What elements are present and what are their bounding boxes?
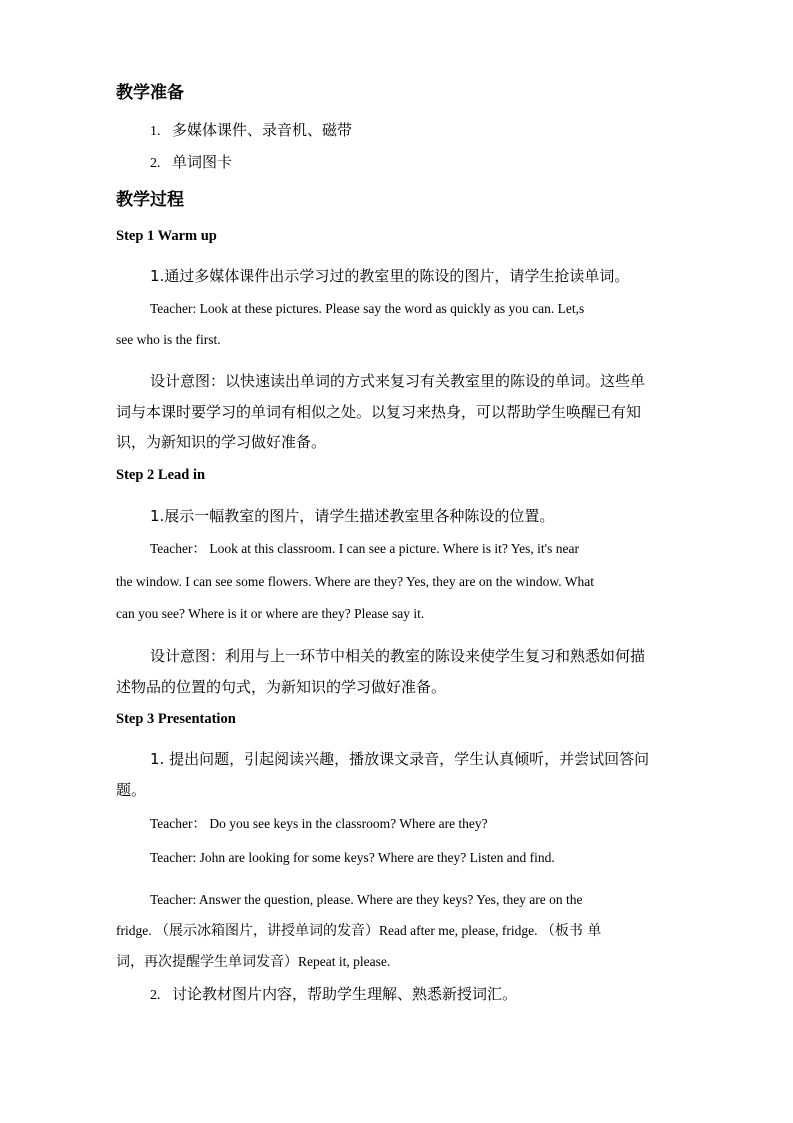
step1-design-line-3: 识，为新知识的学习做好准备。 [116, 433, 327, 451]
prep-item-text: 多媒体课件、录音机、磁带 [172, 121, 353, 139]
step2-task: 1.展示一幅教室的图片，请学生描述教室里各种陈设的位置。 [150, 507, 555, 525]
process-heading: 教学过程 [116, 190, 184, 210]
step1-teacher-line-1: Teacher: Look at these pictures. Please say the word as quickly as you can. Let,s [150, 301, 585, 316]
step2-design-line-1: 设计意图：利用与上一环节中相关的教室的陈设来使学生复习和熟悉如何描 [150, 647, 646, 665]
step3-title: Step 3 Presentation [116, 711, 236, 727]
step2-design-line-2: 述物品的位置的句式，为新知识的学习做好准备。 [116, 678, 447, 696]
prep-item-number: 2. [150, 156, 161, 171]
step2-teacher-line-3: can you see? Where is it or where are they? Please say it. [116, 606, 425, 621]
step3-teacher-c-line-3 [116, 952, 678, 972]
step3-teacher-a: Teacher： Do you see keys in the classroom? Where are they? [150, 816, 488, 831]
prep-item-text: 单词图卡 [172, 153, 233, 171]
prep-item-2 [150, 151, 232, 175]
text-segment: Read after me, please, fridge. [378, 923, 541, 938]
step3-teacher-b: Teacher: John are looking for some keys? Where are they? Listen and find. [150, 850, 555, 865]
step2-title: Step 2 Lead in [116, 467, 206, 483]
text-segment: fridge. [116, 923, 155, 938]
step3-task1-line-2: 题。 [116, 781, 147, 799]
step3-task2 [150, 983, 517, 1007]
step3-teacher-c-line-2 [116, 921, 678, 941]
prep-heading: 教学准备 [116, 83, 184, 103]
step1-title: Step 1 Warm up [116, 228, 217, 244]
text-segment: （板书 单 [540, 923, 602, 939]
step3-teacher-c-line-1: Teacher: Answer the question, please. Where are they keys? Yes, they are on the [150, 892, 583, 907]
step2-teacher-line-1: Teacher： Look at this classroom. I can see a picture. Where is it? Yes, it's near [150, 541, 579, 556]
step2-teacher-line-2: the window. I can see some flowers. Where are they? Yes, they are on the window. What [116, 574, 594, 589]
step1-teacher-line-2: see who is the first. [116, 332, 221, 347]
step1-task: 1.通过多媒体课件出示学习过的教室里的陈设的图片，请学生抢读单词。 [150, 267, 630, 285]
step3-task1-line-1: 1. 提出问题，引起阅读兴趣，播放课文录音，学生认真倾听，并尝试回答问 [150, 750, 650, 768]
prep-item-1 [150, 119, 352, 143]
text-segment: 词，再次提醒学生单词发音） [116, 954, 298, 970]
step1-design-line-2: 词与本课时要学习的单词有相似之处。以复习来热身，可以帮助学生唤醒已有知 [116, 403, 642, 421]
task-number: 2. [150, 988, 161, 1003]
text-segment: Repeat it, please. [298, 954, 391, 969]
task-text: 讨论教材图片内容，帮助学生理解、熟悉新授词汇。 [172, 985, 518, 1003]
prep-item-number: 1. [150, 124, 161, 139]
text-segment: （展示冰箱图片，讲授单词的发音） [154, 923, 379, 939]
step1-design-line-1: 设计意图：以快速读出单词的方式来复习有关教室里的陈设的单词。这些单 [150, 372, 646, 390]
